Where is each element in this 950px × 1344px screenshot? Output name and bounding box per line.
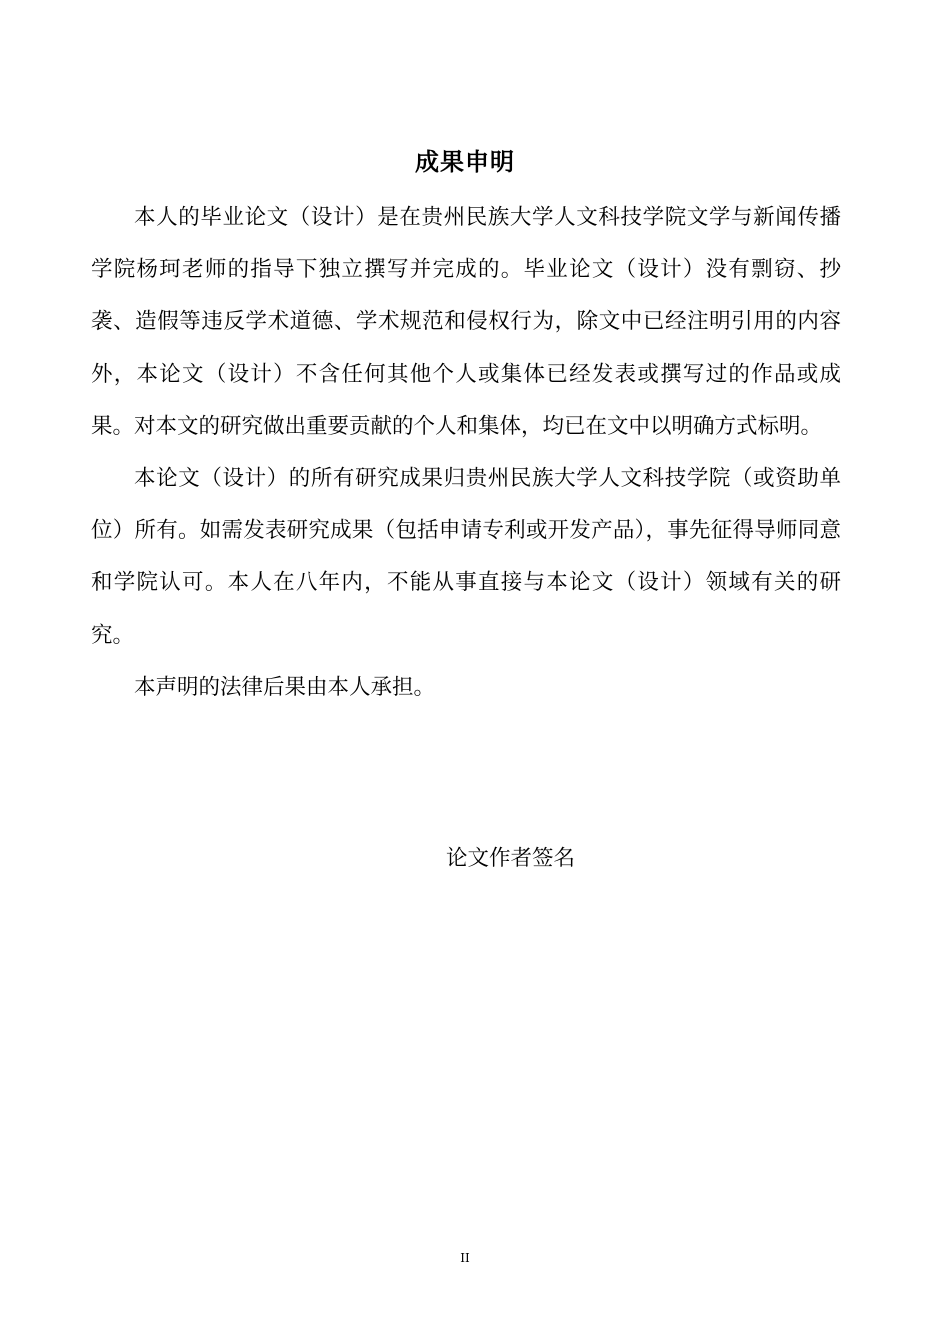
page-number: II xyxy=(460,1251,470,1265)
paragraph-2: 本论文（设计）的所有研究成果归贵州民族大学人文科技学院（或资助单位）所有。如需发表研究成果（包括申请专利或开发产品），事先征得导师同意和学院认可。本人在八年内，不能从事直接与本论文（设计）领域有关的研究。 xyxy=(91,466,841,648)
document-title: 成果申明 xyxy=(415,148,515,176)
paragraph-3: 本声明的法律后果由本人承担。 xyxy=(134,674,436,700)
author-signature-label: 论文作者签名 xyxy=(446,846,576,871)
paragraph-1: 本人的毕业论文（设计）是在贵州民族大学人文科技学院文学与新闻传播学院杨珂老师的指导下独立撰写并完成的。毕业论文（设计）没有剽窃、抄袭、造假等违反学术道德、学术规范和侵权行为，除文中已经注明引用的内容外，本论文（设计）不含任何其他个人或集体已经发表或撰写过的作品或成果。对本文的研究做出重要贡献的个人和集体，均已在文中以明确方式标明。 xyxy=(91,205,841,439)
declaration-body xyxy=(91,192,841,714)
